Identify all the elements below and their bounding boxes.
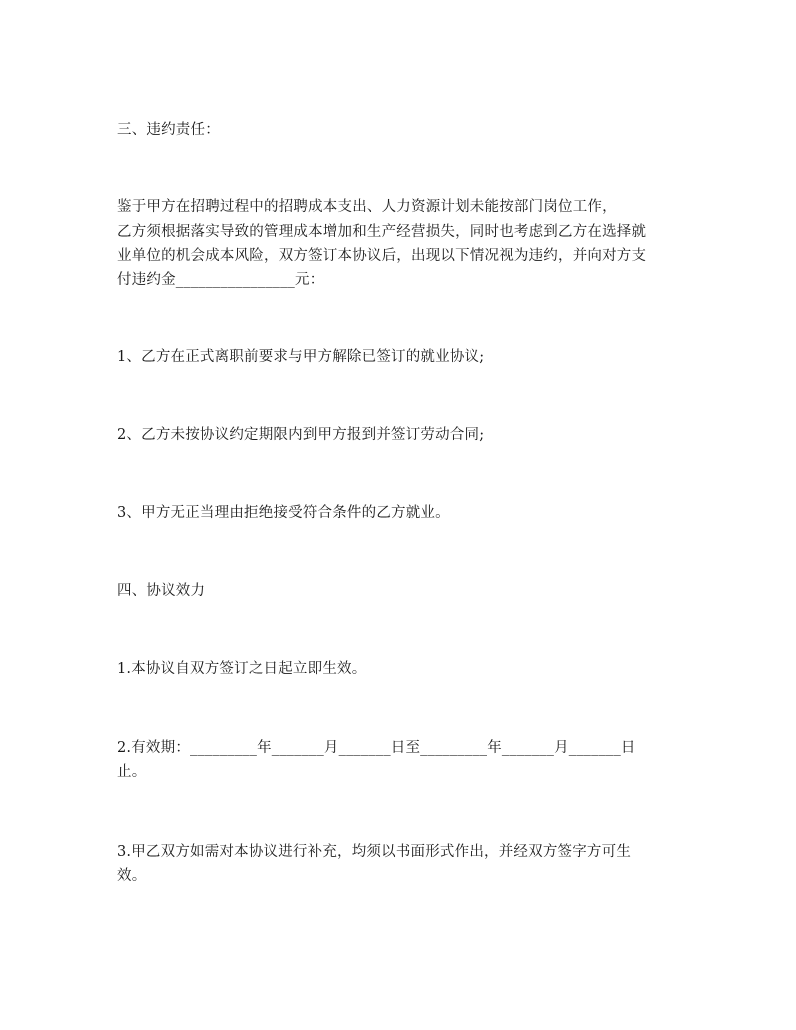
section-4-item-3-line-2: 效。 bbox=[117, 868, 147, 884]
section-3-item-1: 1、乙方在正式离职前要求与甲方解除已签订的就业协议; bbox=[117, 349, 485, 365]
section-4-heading: 四、协议效力 bbox=[117, 583, 206, 599]
section-3-para-line-3: 业单位的机会成本风险，双方签订本协议后，出现以下情况视为违约，并向对方支 bbox=[117, 248, 647, 264]
section-3-heading: 三、违约责任： bbox=[117, 122, 220, 138]
section-4-item-3-line-1: 3.甲乙双方如需对本协议进行补充，均须以书面形式作出，并经双方签字方可生 bbox=[117, 844, 632, 860]
section-3-para-line-2: 乙方须根据落实导致的管理成本增加和生产经营损失，同时也考虑到乙方在选择就 bbox=[117, 224, 647, 240]
section-4-item-2-line-2: 止。 bbox=[117, 764, 147, 780]
section-3-para-line-4: 付违约金________________元： bbox=[117, 272, 325, 288]
section-4-item-2-line-1: 2.有效期：_________年_______月_______日至_________年_______月_______日 bbox=[117, 740, 636, 756]
section-3-item-3: 3、甲方无正当理由拒绝接受符合条件的乙方就业。 bbox=[117, 505, 450, 521]
section-4-item-1: 1.本协议自双方签订之日起立即生效。 bbox=[117, 661, 367, 677]
section-3-para-line-1: 鉴于甲方在招聘过程中的招聘成本支出、人力资源计划未能按部门岗位工作， bbox=[117, 199, 617, 215]
section-3-item-2: 2、乙方未按协议约定期限内到甲方报到并签订劳动合同; bbox=[117, 427, 485, 443]
